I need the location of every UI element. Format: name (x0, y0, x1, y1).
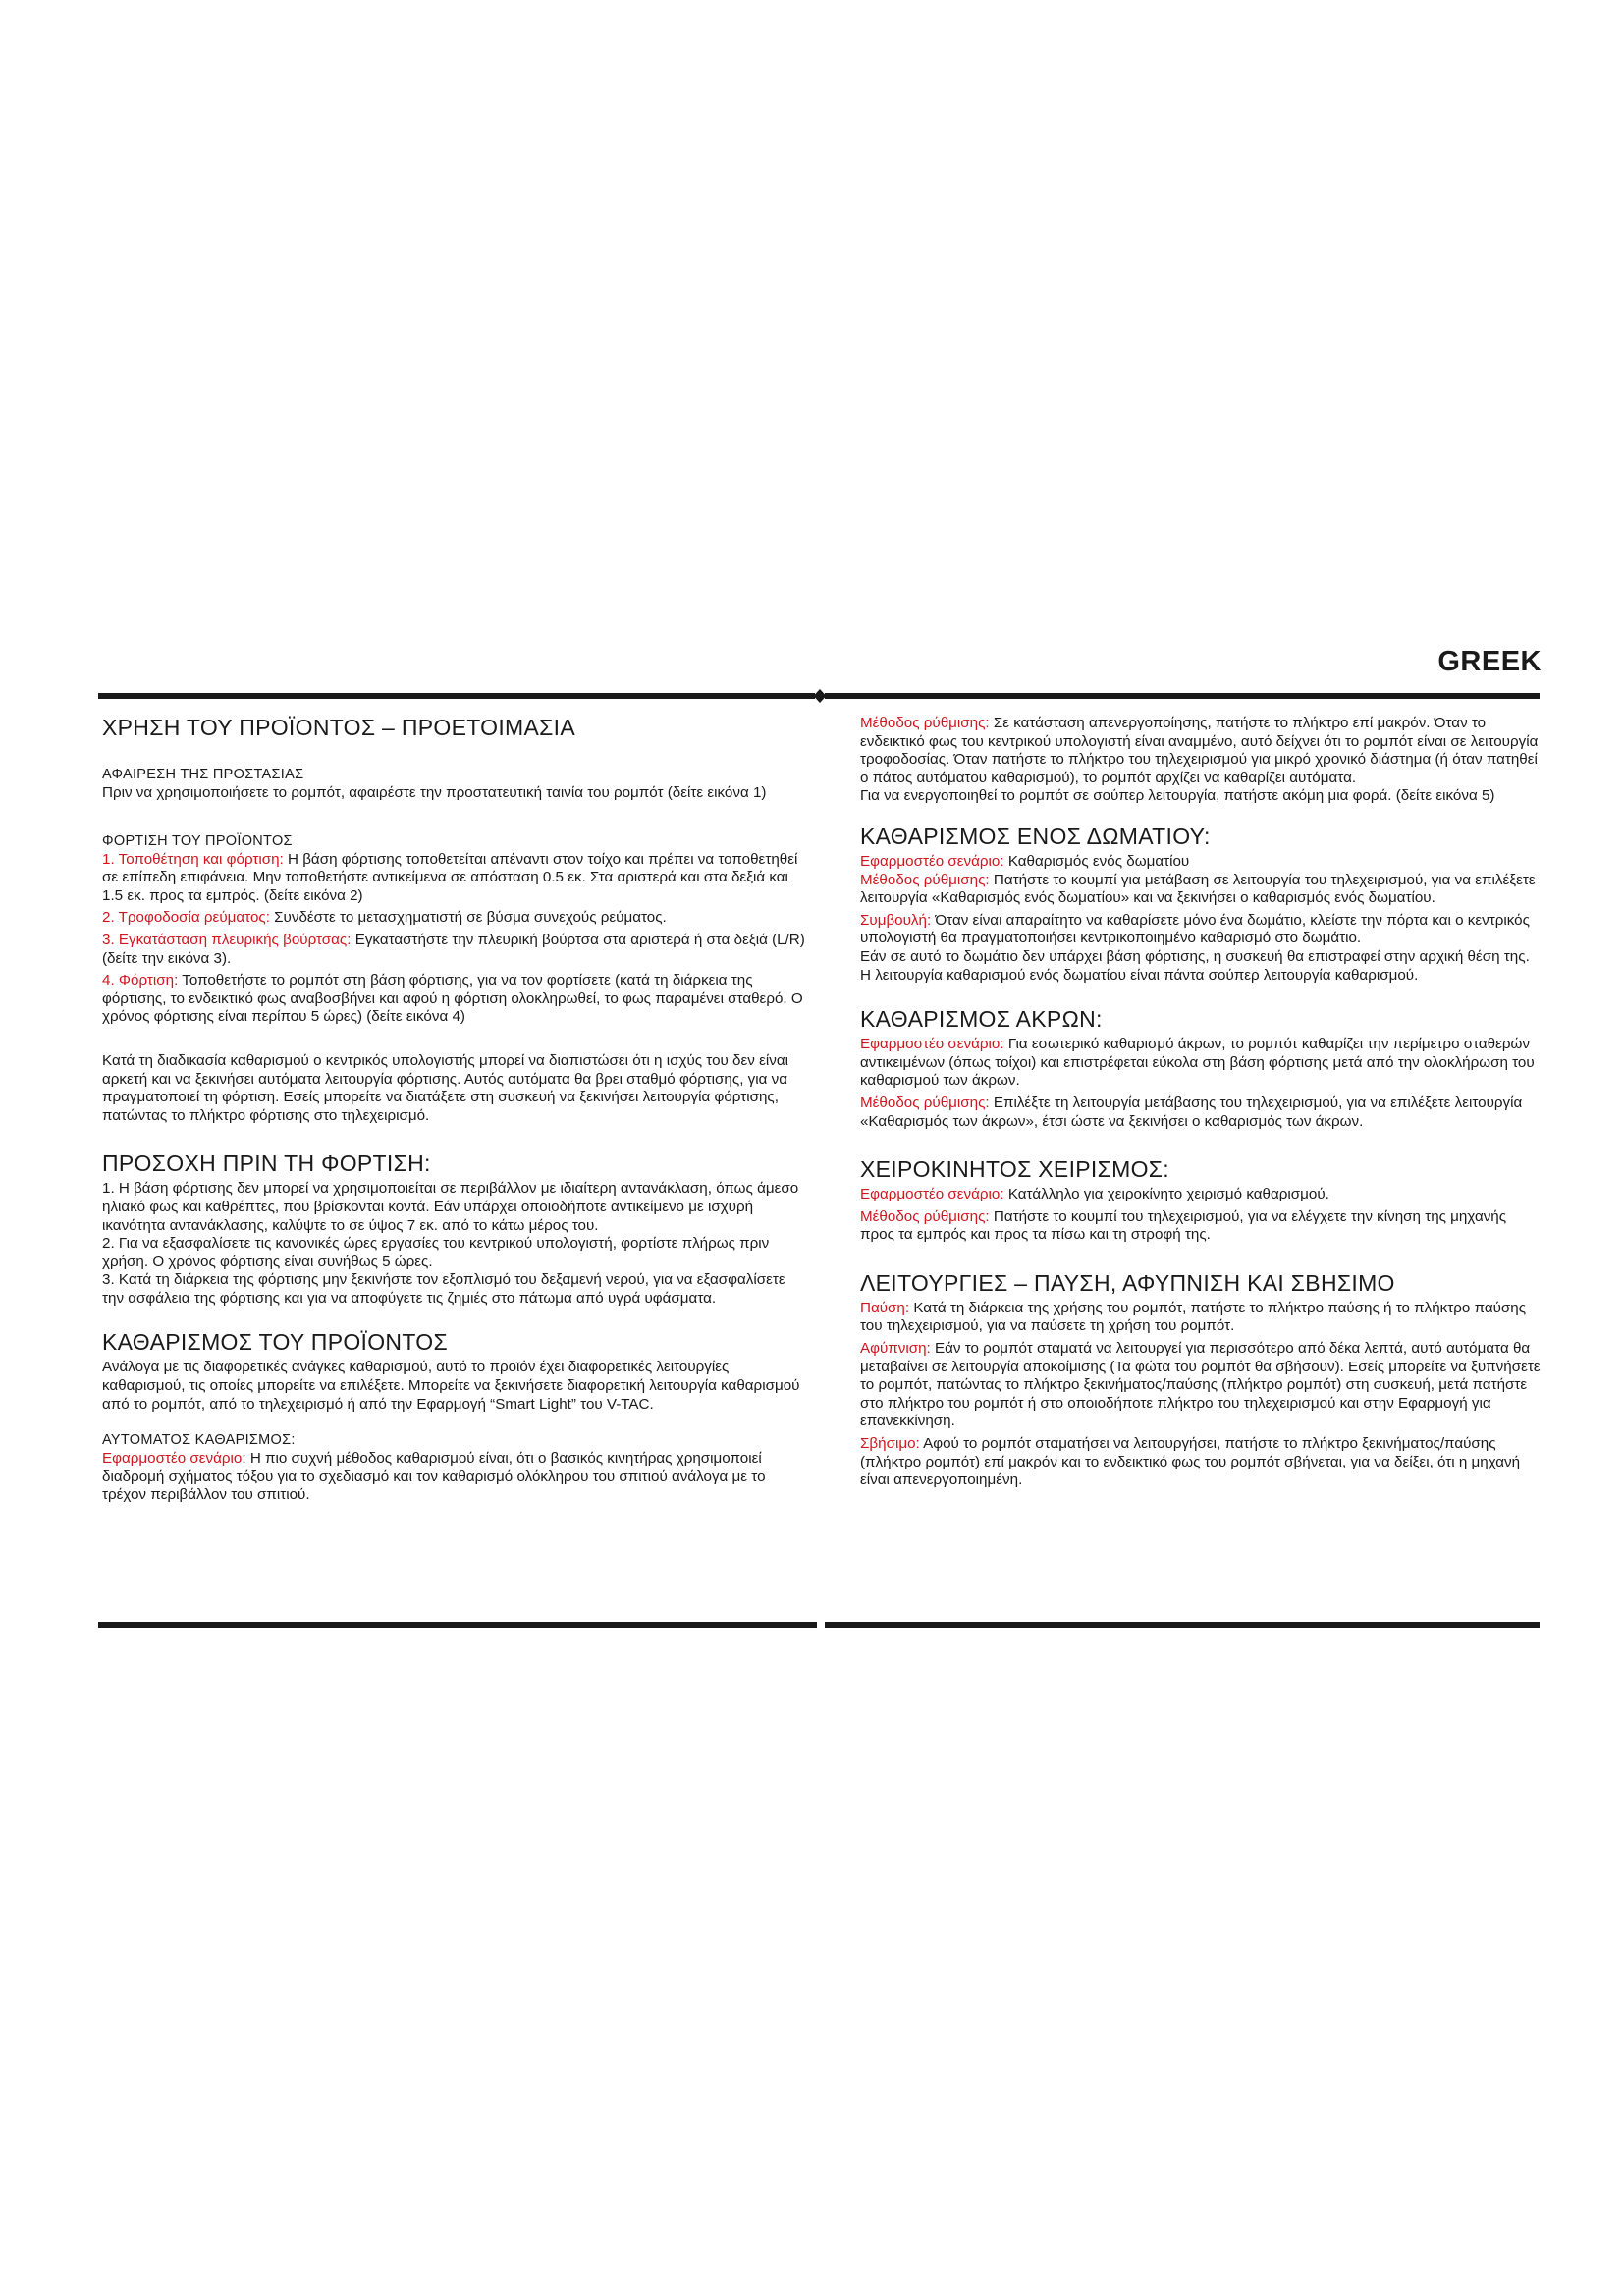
single-room-tip: Συμβουλή: Όταν είναι απαραίτητο να καθαρίσετε μόνο ένα δωμάτιο, κλείστε την πόρτα και ο κεντρικός υπολογιστή θα πραγματοποιήσει κεντρικοποιημένο καθαρισμό στο δωμάτιο. (860, 911, 1530, 947)
bottom-rule-left (98, 1622, 817, 1628)
edges-scenario: Εφαρμοστέο σενάριο: Για εσωτερικό καθαρισμό άκρων, το ρομπότ καθαρίζει την περίμετρο σταθερών αντικειμένων (όπως τοίχοι) και επιστρέφεται εύκολα στη βάση φόρτισης μετά από την ολοκλήρωση του καθαρισμού των άκρων. (860, 1036, 1535, 1090)
setting-method-extra: Για να ενεργοποιηθεί το ρομπότ σε σούπερ λειτουργία, πατήστε ακόμη μια φορά. (δείτε εικόνα 5) (860, 787, 1495, 805)
auto-cleaning-text: Εφαρμοστέο σενάριο: Η πιο συχνή μέθοδος καθαρισμού είναι, ότι ο βασικός κινητήρας χρησιμοποιεί διαδρομή σχήματος τόξου για το σχεδιασμό και τον καθαρισμό ολόκληρου του σπιτιού ανάλογα με το τρέχον περιβάλλον του σπιτιού. (102, 1450, 766, 1504)
product-cleaning-text: Ανάλογα με τις διαφορετικές ανάγκες καθαρισμού, αυτό το προϊόν έχει διαφορετικές λειτουργίες καθαρισμού, τις οποίες μπορείτε να επιλέξετε. Μπορείτε να ξεκινήσετε διαφορετική λειτουργία καθαρισμού από το ρομπότ, από το τηλεχειρισμό ή από την Εφαρμογή “Smart Light” του V-TAC. (102, 1359, 800, 1413)
charging-paragraph: Κατά τη διαδικασία καθαρισμού ο κεντρικός υπολογιστής μπορεί να διαπιστώσει ότι η ισχύς του δεν είναι αρκετή και να ξεκινήσει αυτόματα λειτουργία φόρτισης. Αυτός αυτόματα θα βρει σταθμό φόρτισης, για να πραγματοποιεί τη φόρτιση. Εσείς μπορείτε να διατάξετε στη συσκευή να ξεκινήσει λειτουργία φόρτισης, πατώντας το πλήκτρο φόρτισης στο τηλεχειρισμό. (102, 1051, 788, 1124)
language-label: GREEK (1437, 646, 1542, 677)
charging-item-2: 2. Τροφοδοσία ρεύματος: Συνδέστε το μετασχηματιστή σε βύσμα συνεχούς ρεύματος. (102, 909, 667, 927)
product-cleaning-title: ΚΑΘΑΡΙΣΜΟΣ ΤΟΥ ΠΡΟΪΟΝΤΟΣ (102, 1329, 448, 1356)
right-column (860, 715, 1542, 1494)
functions-off: Σβήσιμο: Αφού το ρομπότ σταματήσει να λειτουργήσει, πατήστε το πλήκτρο ξεκινήματος/παύσης (πλήκτρο ρομπότ) επί μακρόν και το ενδεικτικό φως του ρομπότ σβήνεται, για να δείξει, ότι η μηχανή είναι απενεργοποιημένη. (860, 1435, 1521, 1489)
caution-item-3: 3. Κατά τη διάρκεια της φόρτισης μην ξεκινήστε τον εξοπλισμό του δεξαμενή νερού, για να εξασφαλίσετε την ασφάλεια της φόρτισης και για να αποφύγετε τις ζημιές στο πάτωμα από υγρά υφάσματα. (102, 1271, 785, 1307)
caution-title: ΠΡΟΣΟΧΗ ΠΡΙΝ ΤΗ ΦΟΡΤΙΣΗ: (102, 1150, 431, 1177)
charging-item-4-label: 4. Φόρτιση: (102, 972, 179, 989)
manual-scenario: Εφαρμοστέο σενάριο: Κατάλληλο για χειροκίνητο χειρισμό καθαρισμού. (860, 1186, 1329, 1203)
left-column (102, 715, 805, 1509)
charging-item-2-label: 2. Τροφοδοσία ρεύματος: (102, 909, 270, 927)
charging-item-1: 1. Τοποθέτηση και φόρτιση: Η βάση φόρτισης τοποθετείται απέναντι στον τοίχο και πρέπει να τοποθετηθεί σε επίπεδη επιφάνεια. Μην τοποθετήστε αντικείμενα σε απόσταση 0.5 εκ. Στα αριστερά και στα δεξιά και 1.5 εκ. προς τα εμπρός. (δείτε εικόνα 2) (102, 850, 798, 904)
charging-item-3-label: 3. Εγκατάσταση πλευρικής βούρτσας: (102, 931, 352, 948)
single-room-tip-extra-2: Η λειτουργία καθαρισμού ενός δωματίου είναι πάντα σούπερ λειτουργία καθαρισμού. (860, 966, 1419, 984)
single-room-method: Μέθοδος ρύθμισης: Πατήστε το κουμπί για μετάβαση σε λειτουργία του τηλεχειρισμού, για να επιλέξετε λειτουργία «Καθαρισμός ενός δωματίου» και να ξεκινήσει ο καθαρισμός ενός δωματίου. (860, 871, 1536, 907)
charging-heading: ΦΟΡΤΙΣΗ ΤΟΥ ΠΡΟΪΟΝΤΟΣ (102, 832, 293, 849)
setting-method-text: Μέθοδος ρύθμισης: Σε κατάσταση απενεργοποίησης, πατήστε το πλήκτρο επί μακρόν. Όταν το ενδεικτικό φως του κεντρικού υπολογιστή είναι αναμμένο, αυτό δείχνει ότι το ρομπότ είναι σε λειτουργία τροφοδοσίας. Όταν πατήστε το πλήκτρο του τηλεχειρισμού για μικρό χρονικό διάστημα (ή όταν πατηθεί ο πάτος αυτόματου καθαρισμού), το ρομπότ αρχίζει να καθαρίζει αυτόματα. (860, 715, 1539, 786)
caution-item-1: 1. Η βάση φόρτισης δεν μπορεί να χρησιμοποιείται σε περιβάλλον με ιδιαίτερη αντανάκλαση, όπως άμεσο ηλιακό φως και καθρέπτες, που βρίσκονται κοντά. Εάν υπάρχει οποιοδήποτε αντικείμενο με ισχυρή ικανότητα αντανάκλασης, καλύψτε το σε ύψος 7 εκ. από το κάτω μέρος του. (102, 1180, 799, 1234)
manual-method: Μέθοδος ρύθμισης: Πατήστε το κουμπί του τηλεχειρισμού, για να ελέγχετε την κίνηση της μηχανής προς τα εμπρός και προς τα πίσω και τη στροφή της. (860, 1207, 1507, 1244)
functions-pause: Παύση: Κατά τη διάρκεια της χρήσης του ρομπότ, πατήστε το πλήκτρο παύσης ή το πλήκτρο παύσης του τηλεχειρισμού, για να παύσετε τη χρήση του ρομπότ. (860, 1299, 1527, 1335)
manual-title: ΧΕΙΡΟΚΙΝΗΤΟΣ ΧΕΙΡΙΣΜΟΣ: (860, 1156, 1169, 1183)
single-room-title: ΚΑΘΑΡΙΣΜΟΣ ΕΝΟΣ ΔΩΜΑΤΙΟΥ: (860, 823, 1211, 849)
single-room-tip-extra-1: Εάν σε αυτό το δωμάτιο δεν υπάρχει βάση φόρτισης, η συσκευή θα επιστραφεί στην αρχική θέση της. (860, 947, 1530, 965)
edges-method: Μέθοδος ρύθμισης: Επιλέξτε τη λειτουργία μετάβασης του τηλεχειρισμού, για να επιλέξετε λειτουργία «Καθαρισμός των άκρων», έτσι ώστε να ξεκινήσει ο καθαρισμός των άκρων. (860, 1094, 1523, 1130)
caution-item-2: 2. Για να εξασφαλίσετε τις κανονικές ώρες εργασίες του κεντρικού υπολογιστή, φορτίστε πλήρως πριν χρήση. Ο χρόνος φόρτισης είναι συνήθως 5 ώρες. (102, 1235, 770, 1270)
top-rule-right (825, 693, 1540, 699)
top-rule-notch (811, 689, 829, 703)
functions-wake: Αφύπνιση: Εάν το ρομπότ σταματά να λειτουργεί για περισσότερο από δέκα λεπτά, αυτό αυτόματα θα μεταβαίνει σε λειτουργία αποκοίμισης (Τα φώτα του ρομπότ θα σβήσουν). Εσείς μπορείτε να ξυπνήσετε το ρομπότ, πατώντας το πλήκτρο ξεκινήματος/παύσης (πλήκτρο ρομπότ) στη συσκευή, μετά πατήστε στο πλήκτρο του ρομπότ ή στο οποιοδήποτε πλήκτρο του τηλεχειρισμού και στην Εφαρμογή για επανεκκίνηση. (860, 1340, 1541, 1430)
auto-cleaning-heading: ΑΥΤΟΜΑΤΟΣ ΚΑΘΑΡΙΣΜΟΣ: (102, 1432, 296, 1449)
section-title-usage: ΧΡΗΣΗ ΤΟΥ ΠΡΟΪΟΝΤΟΣ – ΠΡΟΕΤΟΙΜΑΣΙΑ (102, 715, 575, 740)
protection-heading: ΑΦΑΙΡΕΣΗ ΤΗΣ ΠΡΟΣΤΑΣΙΑΣ (102, 767, 304, 782)
functions-title: ΛΕΙΤΟΥΡΓΙΕΣ – ΠΑΥΣΗ, ΑΦΥΠΝΙΣΗ ΚΑΙ ΣΒΗΣΙΜΟ (860, 1269, 1395, 1296)
charging-item-1-label: 1. Τοποθέτηση και φόρτιση: (102, 850, 284, 868)
charging-item-4: 4. Φόρτιση: Τοποθετήστε το ρομπότ στη βάση φόρτισης, για να τον φορτίσετε (κατά τη διάρκεια της φόρτισης, το ενδεικτικό φως αναβοσβήνει και αφού η φόρτιση ολοκληρωθεί, το φως παραμένει σταθερό. Ο χρόνος φόρτισης είναι περίπου 5 ώρες) (δείτε εικόνα 4) (102, 972, 803, 1026)
top-rule-left (98, 693, 815, 699)
bottom-rule-right (825, 1622, 1540, 1628)
setting-method-label: Μέθοδος ρύθμισης: (860, 715, 990, 731)
charging-item-3: 3. Εγκατάσταση πλευρικής βούρτσας: Εγκαταστήστε την πλευρική βούρτσα στα αριστερά ή στα δεξιά (L/R) (δείτε την εικόνα 3). (102, 931, 805, 967)
edges-title: ΚΑΘΑΡΙΣΜΟΣ ΑΚΡΩΝ: (860, 1006, 1103, 1033)
protection-text: Πριν να χρησιμοποιήσετε το ρομπότ, αφαιρέστε την προστατευτική ταινία του ρομπότ (δείτε εικόνα 1) (102, 784, 767, 801)
single-room-scenario: Εφαρμοστέο σενάριο: Καθαρισμός ενός δωματίου (860, 852, 1190, 870)
auto-cleaning-label: Εφαρμοστέο σενάριο (102, 1450, 243, 1468)
